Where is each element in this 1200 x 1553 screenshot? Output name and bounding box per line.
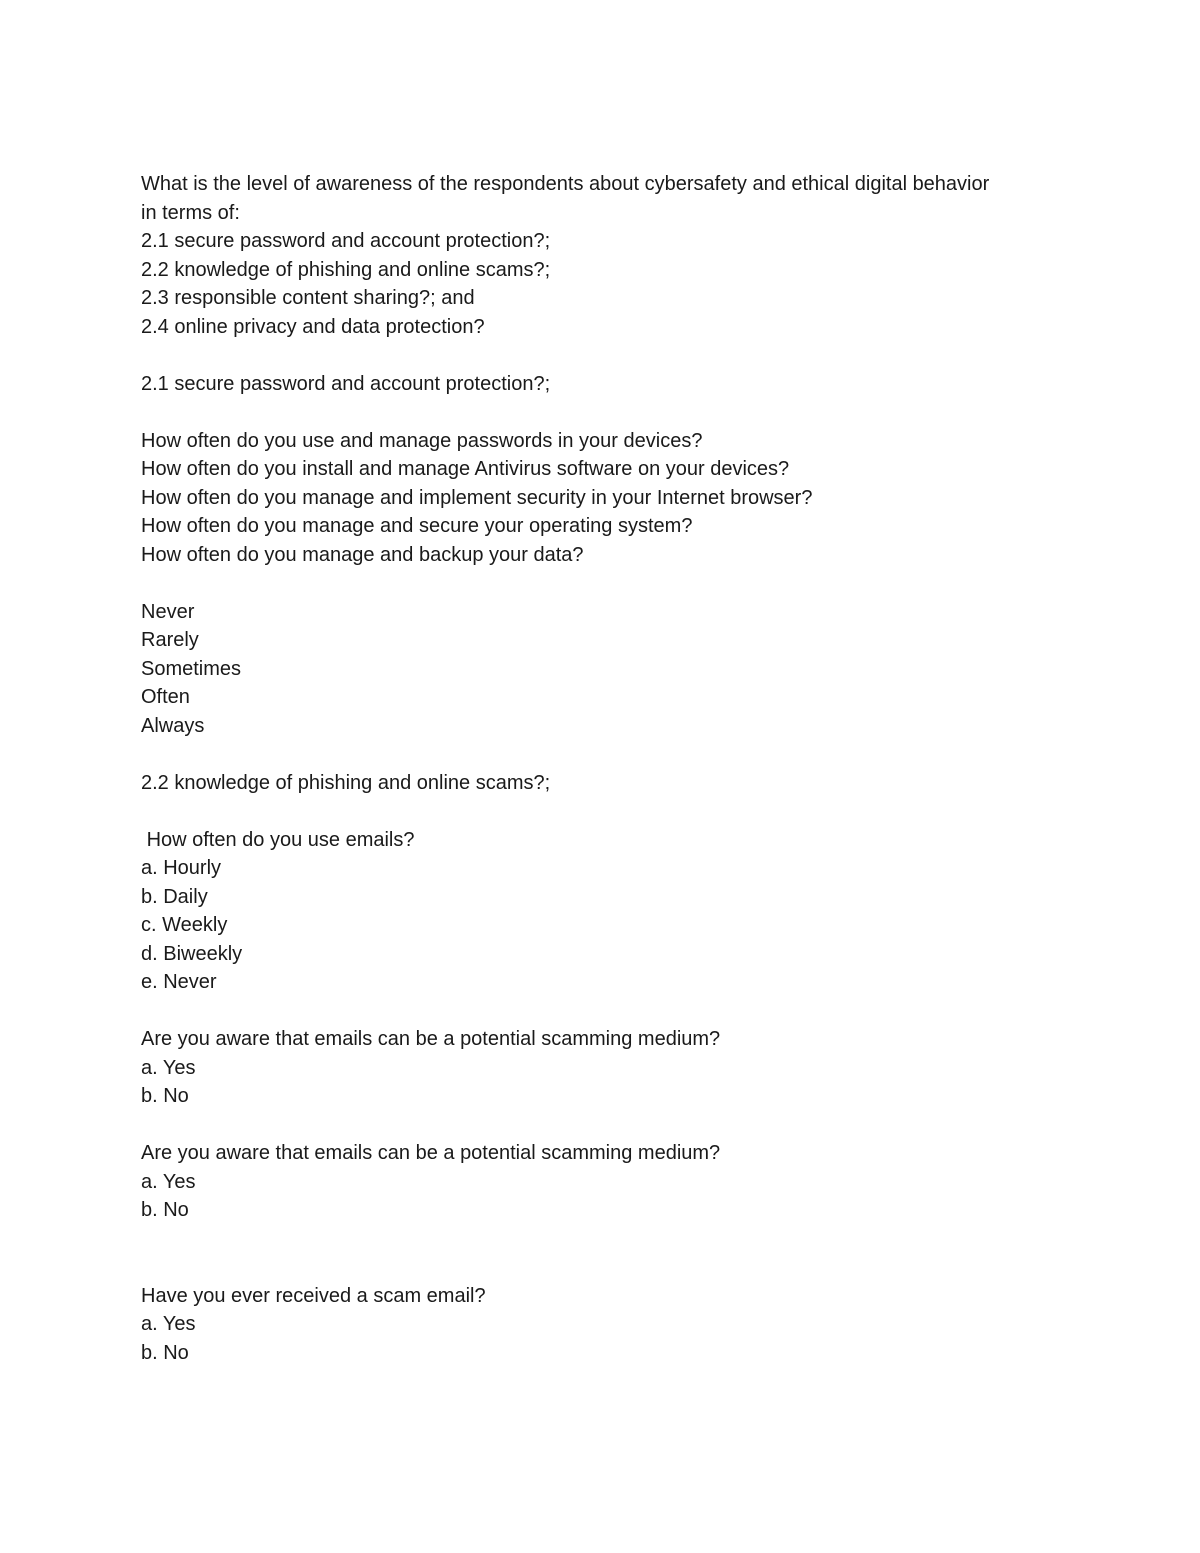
scale-option: Never: [141, 600, 195, 623]
spacer: [141, 797, 1081, 826]
answer-option: a. Hourly: [141, 857, 222, 879]
spacer: [141, 1111, 1081, 1140]
password-question: How often do you use and manage passwords in your devices?: [141, 429, 703, 452]
password-question: How often do you manage and backup your data?: [141, 543, 584, 566]
email-usage-question: How often do you use emails?: [141, 828, 415, 851]
intro-item: 2.4 online privacy and data protection?: [141, 315, 485, 338]
answer-option: b. No: [141, 1085, 189, 1107]
answer-option: c. Weekly: [141, 914, 228, 936]
answer-option: a. Yes: [141, 1170, 196, 1193]
answer-option: a. Yes: [141, 1313, 196, 1335]
spacer: [141, 997, 1081, 1026]
scale-option: Rarely: [141, 629, 199, 651]
section-heading-password: 2.1 secure password and account protection?;: [141, 372, 551, 395]
scam-awareness-question-repeat: Are you aware that emails can be a potential scamming medium?: [141, 1142, 721, 1164]
spacer: [141, 1225, 1081, 1282]
answer-option: b. No: [141, 1341, 189, 1364]
answer-option: b. Daily: [141, 885, 208, 908]
password-question: How often do you manage and implement security in your Internet browser?: [141, 486, 813, 509]
answer-option: d. Biweekly: [141, 942, 243, 965]
spacer: [141, 740, 1081, 769]
answer-option: e. Never: [141, 971, 217, 993]
scale-option: Often: [141, 686, 190, 708]
intro-question-line-2: in terms of:: [141, 201, 240, 224]
answer-option: a. Yes: [141, 1056, 196, 1079]
spacer: [141, 398, 1081, 427]
intro-item: 2.2 knowledge of phishing and online scams?;: [141, 258, 551, 281]
intro-item: 2.3 responsible content sharing?; and: [141, 287, 475, 309]
answer-option: b. No: [141, 1199, 189, 1221]
spacer: [141, 341, 1081, 370]
password-question: How often do you manage and secure your operating system?: [141, 515, 693, 537]
spacer: [141, 569, 1081, 598]
scale-option: Always: [141, 714, 205, 737]
password-question: How often do you install and manage Antivirus software on your devices?: [141, 458, 790, 480]
scam-email-received-question: Have you ever received a scam email?: [141, 1284, 486, 1307]
scale-option: Sometimes: [141, 657, 242, 680]
section-heading-phishing: 2.2 knowledge of phishing and online scams?;: [141, 771, 551, 794]
intro-item: 2.1 secure password and account protection?;: [141, 230, 551, 252]
intro-question-line-1: What is the level of awareness of the respondents about cybersafety and ethical digital behavior: [141, 173, 990, 195]
scam-awareness-question: Are you aware that emails can be a potential scamming medium?: [141, 1028, 721, 1050]
document-body: [141, 170, 1081, 1367]
